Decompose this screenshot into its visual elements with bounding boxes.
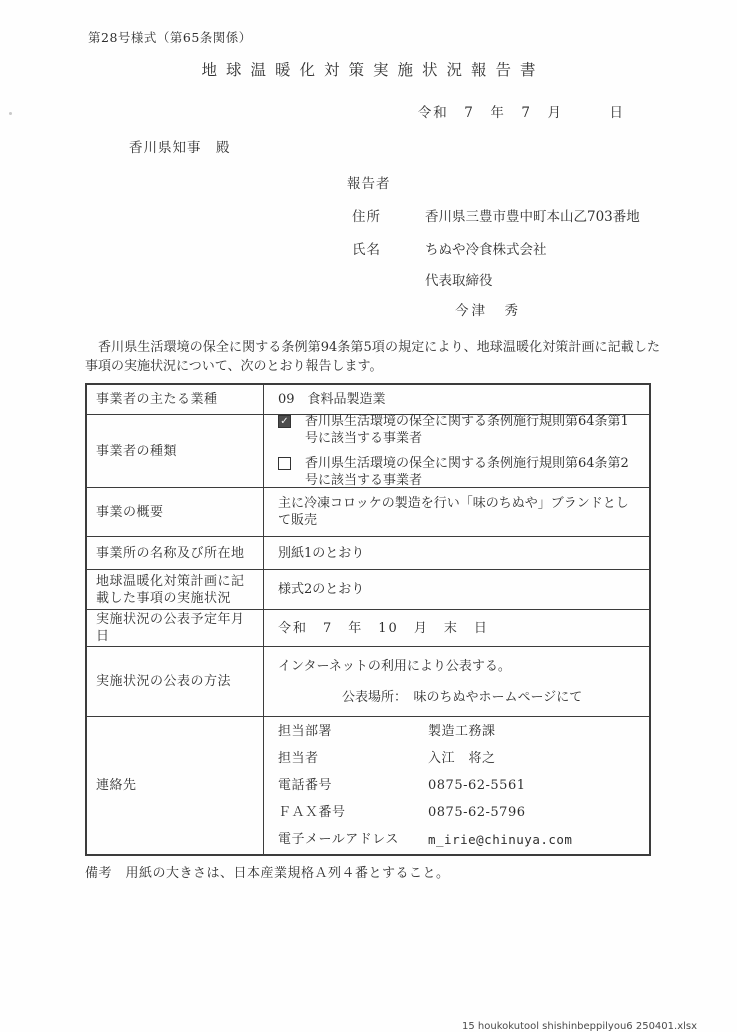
address-value: 香川県三豊市豊中町本山乙703番地 bbox=[425, 209, 640, 225]
row-label: 事業者の主たる業種 bbox=[87, 385, 264, 414]
option-text: 香川県生活環境の保全に関する条例施行規則第64条第2号に該当する事業者 bbox=[305, 456, 629, 488]
row-value bbox=[264, 415, 649, 487]
row-value bbox=[264, 647, 649, 716]
contact-value: 0875-62-5561 bbox=[428, 778, 526, 793]
contact-value: m_irie@chinuya.com bbox=[428, 832, 573, 847]
page-title: 地球温暖化対策実施状況報告書 bbox=[201, 61, 545, 79]
row-label: 地球温暖化対策計画に記載した事項の実施状況 bbox=[87, 570, 264, 609]
name-label: 氏名 bbox=[352, 242, 381, 258]
business-type-option-1 bbox=[272, 413, 641, 447]
contact-line-person bbox=[278, 750, 641, 767]
reporter-label: 報告者 bbox=[347, 176, 391, 192]
contact-value: 0875-62-5796 bbox=[428, 805, 526, 820]
publish-method-line2: 公表場所： 味のちぬやホームページにて bbox=[342, 689, 583, 705]
contact-line-email bbox=[278, 831, 641, 848]
row-value: 様式2のとおり bbox=[278, 582, 365, 597]
table-row-publish-date bbox=[87, 610, 649, 647]
address-label: 住所 bbox=[352, 209, 381, 225]
row-label: 連絡先 bbox=[87, 717, 264, 854]
contact-value: 製造工務課 bbox=[428, 724, 496, 739]
row-label: 実施状況の公表予定年月日 bbox=[87, 610, 264, 646]
row-value bbox=[264, 717, 649, 854]
footer-filename: 15 houkokutool shishinbeppilyou6 250401.xlsx bbox=[462, 1021, 698, 1032]
scan-artifact-dot bbox=[9, 112, 12, 115]
report-date-line: 令和 7 年 7 月 日 bbox=[417, 105, 625, 121]
row-label: 事業者の種類 bbox=[87, 415, 264, 487]
contact-label: 担当者 bbox=[278, 751, 319, 766]
contact-label: 電話番号 bbox=[278, 778, 333, 793]
table-row-contact bbox=[87, 717, 649, 854]
table-row-plan-status bbox=[87, 570, 649, 610]
business-type-option-2 bbox=[272, 455, 641, 489]
row-value: 主に冷凍コロッケの製造を行い「味のちぬや」ブランドとして販売 bbox=[278, 496, 629, 528]
contact-label: ＦＡＸ番号 bbox=[278, 805, 346, 820]
contact-value: 入江 将之 bbox=[428, 751, 496, 766]
company-name: ちぬや冷食株式会社 bbox=[425, 242, 547, 258]
intro-paragraph: 香川県生活環境の保全に関する条例第94条第5項の規定により、地球温暖化対策計画に記載した事項の実施状況について、次のとおり報告します。 bbox=[85, 340, 660, 374]
row-value: 09 食料品製造業 bbox=[278, 392, 386, 407]
contact-line-department bbox=[278, 723, 641, 740]
row-label: 事業所の名称及び所在地 bbox=[87, 537, 264, 569]
table-row-publish-method bbox=[87, 647, 649, 717]
representative-name: 今津 秀 bbox=[455, 303, 521, 319]
checkbox-checked-icon: ✓ bbox=[278, 415, 291, 428]
remarks-note: 備考 用紙の大きさは、日本産業規格Ａ列４番とすること。 bbox=[85, 866, 450, 881]
row-label: 事業の概要 bbox=[87, 488, 264, 536]
form-number: 第28号様式（第65条関係） bbox=[88, 30, 252, 45]
addressee: 香川県知事 殿 bbox=[129, 140, 231, 156]
representative-title: 代表取締役 bbox=[425, 273, 493, 289]
publish-method-line1: インターネットの利用により公表する。 bbox=[278, 658, 511, 674]
table-row-business-overview bbox=[87, 488, 649, 537]
contact-line-fax bbox=[278, 804, 641, 821]
table-row-business-type bbox=[87, 415, 649, 488]
table-row-industry bbox=[87, 385, 649, 415]
row-value: 令和 7 年 10 月 末 日 bbox=[278, 620, 489, 636]
contact-label: 電子メールアドレス bbox=[278, 832, 399, 847]
table-row-office-location bbox=[87, 537, 649, 570]
contact-label: 担当部署 bbox=[278, 724, 333, 739]
report-table bbox=[85, 383, 651, 856]
row-label: 実施状況の公表の方法 bbox=[87, 647, 264, 716]
contact-line-phone bbox=[278, 777, 641, 794]
option-text: 香川県生活環境の保全に関する条例施行規則第64条第1号に該当する事業者 bbox=[305, 414, 629, 446]
checkbox-unchecked-icon bbox=[278, 457, 291, 470]
row-value: 別紙1のとおり bbox=[278, 545, 365, 561]
